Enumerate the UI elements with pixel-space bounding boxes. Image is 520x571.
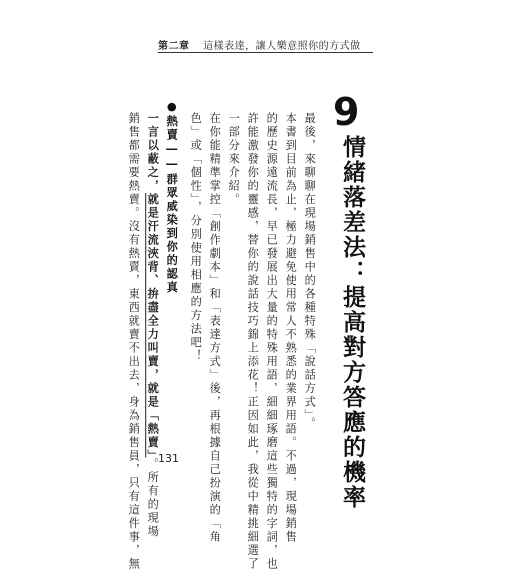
emphasis-lead: 一言以蔽之， <box>146 112 160 193</box>
running-head-rule <box>158 52 373 53</box>
bullet-icon: ● <box>165 100 179 116</box>
emphasis-tail: 。所有的現場 <box>146 457 160 539</box>
emphasis-underlined: 就是汗流浹背、拚盡全力叫賣，就是「熱賣」 <box>146 193 160 458</box>
paragraph-line: 許能激發你的靈感，替你的說話技巧錦上添花！正因如此，我從中精挑細選了 <box>246 112 260 571</box>
paragraph-line: 一部分來介紹。 <box>227 112 241 207</box>
section-number: 9 <box>333 90 360 134</box>
subsection-heading <box>166 100 177 294</box>
emphasis-line <box>147 112 158 538</box>
paragraph-line: 色」或「個性」，分別使用相應的方法吧！ <box>189 112 203 363</box>
running-head-chapter: 第二章 <box>158 41 190 52</box>
paragraph-line: 的歷史源遠流長，早已發展出大量的特殊用語，細細琢磨這些獨特的字詞，也 <box>265 112 279 571</box>
paragraph-line: 本書到目前為止，極力避免使用常人不熟悉的業界用語。不過，現場銷售 <box>284 112 298 544</box>
page-number: 131 <box>158 452 179 465</box>
paragraph-line: 在你能精準掌控「創作劇本」和「表達方式」後，再根據自己扮演的「角 <box>208 112 222 544</box>
running-head-title: 這樣表達，讓人樂意照你的方式做 <box>203 41 361 52</box>
paragraph-line: 銷售都需要熱賣。沒有熱賣，東西就賣不出去，身為銷售員，只有這件事，無 <box>127 112 141 571</box>
paragraph-line: 最後，來聊聊在現場銷售中的各種特殊「說話方式」。 <box>303 112 317 431</box>
subsection-title: 熱賣――群眾威染到你的認真 <box>165 115 179 295</box>
section-title: 情緒落差法：提高對方答應的機率 <box>339 135 365 510</box>
running-head <box>158 37 361 52</box>
